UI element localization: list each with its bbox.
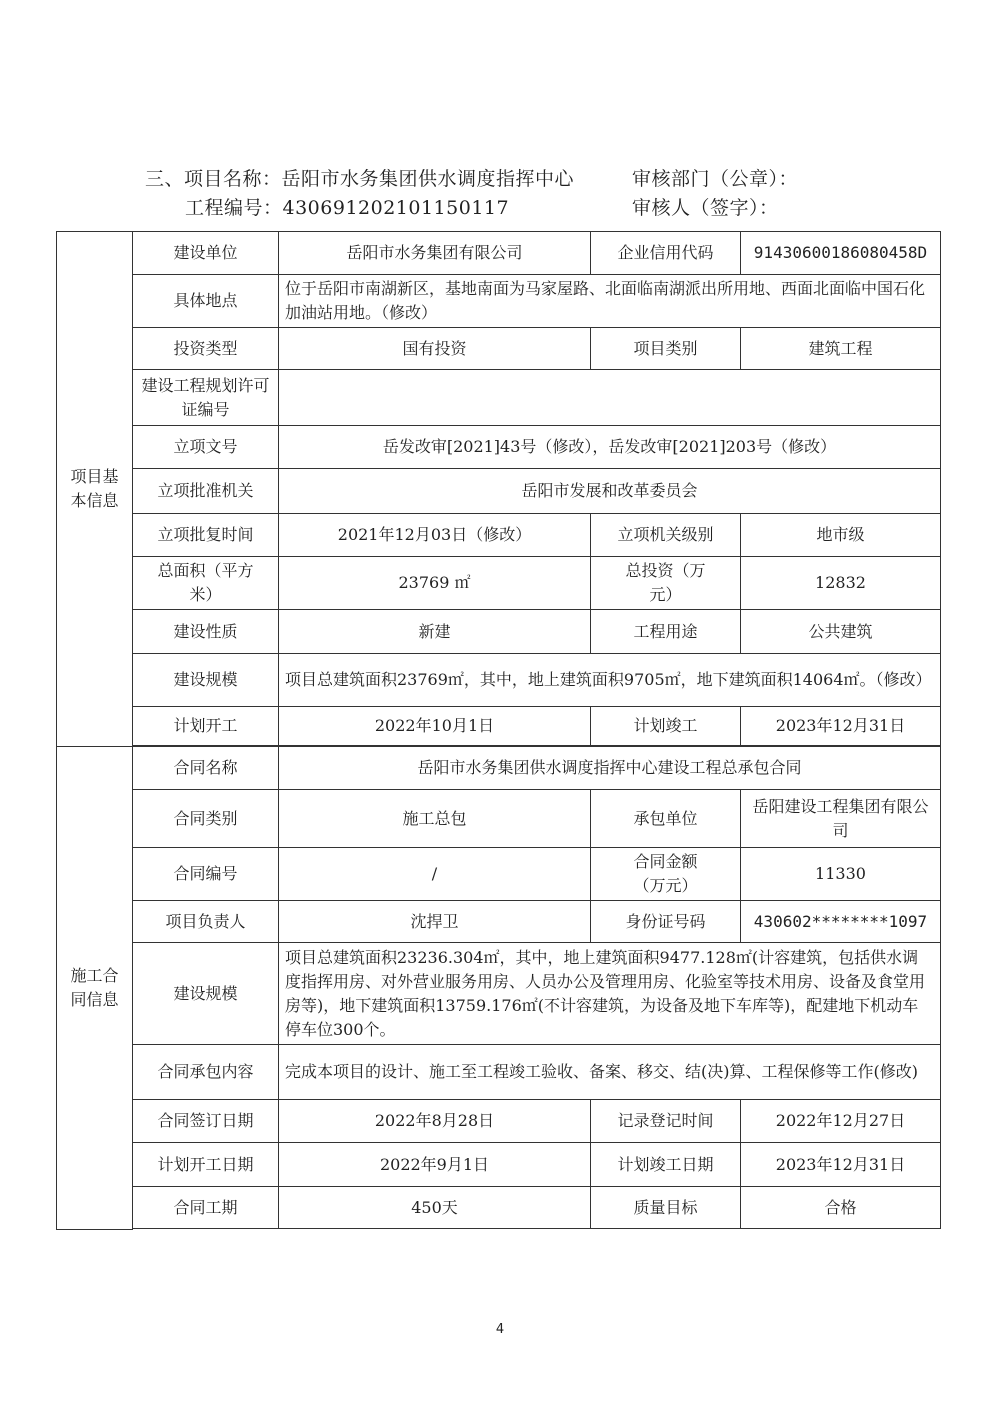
cell-value: 450天 (279, 1187, 591, 1229)
cell-value: 建筑工程 (741, 328, 941, 370)
table-row (57, 557, 941, 610)
cell-value: 新建 (279, 610, 591, 654)
cell-label: 计划开工 (133, 707, 279, 746)
cell-value: 岳阳市水务集团有限公司 (279, 232, 591, 275)
cell-label: 合同编号 (133, 848, 279, 901)
table-row (57, 943, 941, 1045)
cell-label: 承包单位 (591, 790, 741, 848)
table-row (57, 610, 941, 654)
cell-value: 2022年8月28日 (279, 1100, 591, 1143)
cell-value: 23769 ㎡ (279, 557, 591, 610)
table-row (57, 901, 941, 943)
project-code-line: 工程编号：430691202101150117 (185, 197, 510, 219)
cell-label: 建设规模 (133, 654, 279, 707)
cell-label: 计划竣工日期 (591, 1143, 741, 1187)
cell-label: 合同签订日期 (133, 1100, 279, 1143)
cell-label: 建设单位 (133, 232, 279, 275)
cell-value: 2021年12月03日（修改） (279, 514, 591, 557)
cell-label: 立项批准机关 (133, 469, 279, 514)
table-row (57, 848, 941, 901)
review-dept-label: 审核部门（公章）： (632, 168, 799, 190)
cell-value: 公共建筑 (741, 610, 941, 654)
cell-label: 投资类型 (133, 328, 279, 370)
cell-value: 岳阳市发展和改革委员会 (279, 469, 941, 514)
cell-label: 立项机关级别 (591, 514, 741, 557)
group-label-basic: 项目基本信息 (57, 232, 133, 747)
table-row (57, 469, 941, 514)
cell-value: 沈捍卫 (279, 901, 591, 943)
table-row (57, 1187, 941, 1229)
cell-label: 立项文号 (133, 426, 279, 469)
page-number: 4 (495, 1322, 505, 1337)
cell-label: 总投资（万元） (591, 557, 741, 610)
cell-value: 2022年9月1日 (279, 1143, 591, 1187)
table-row (57, 747, 941, 790)
cell-label: 具体地点 (133, 275, 279, 328)
cell-value: / (279, 848, 591, 901)
cell-value: 项目总建筑面积23769㎡，其中，地上建筑面积9705㎡，地下建筑面积14064㎡。（修改） (279, 654, 941, 707)
table-row (57, 426, 941, 469)
cell-label: 项目类别 (591, 328, 741, 370)
cell-label: 建设性质 (133, 610, 279, 654)
cell-value: 施工总包 (279, 790, 591, 848)
cell-value: 项目总建筑面积23236.304㎡，其中，地上建筑面积9477.128㎡(计容建筑，包括供水调度指挥用房、对外营业服务用房、人员办公及管理用房、化验室等技术用房、设备及食堂用房等)，地下建筑面积13759.176㎡(不计容建筑，为设备及地下车库等)，配建地下机动车停车位300个。 (279, 943, 941, 1045)
cell-label: 合同金额（万元） (591, 848, 741, 901)
cell-label: 合同名称 (133, 747, 279, 790)
cell-label: 建设规模 (133, 943, 279, 1045)
cell-label: 合同类别 (133, 790, 279, 848)
table-row (57, 328, 941, 370)
cell-label: 项目负责人 (133, 901, 279, 943)
cell-value: 合格 (741, 1187, 941, 1229)
cell-value: 国有投资 (279, 328, 591, 370)
table-row (57, 1100, 941, 1143)
cell-value (279, 370, 941, 426)
table-row (57, 707, 941, 746)
cell-label: 身份证号码 (591, 901, 741, 943)
cell-label: 记录登记时间 (591, 1100, 741, 1143)
cell-value: 岳阳市水务集团供水调度指挥中心建设工程总承包合同 (279, 747, 941, 790)
cell-label: 合同承包内容 (133, 1045, 279, 1100)
table-row (57, 514, 941, 557)
table-row (57, 654, 941, 707)
group-label-contract: 施工合同信息 (57, 747, 133, 1230)
cell-value: 430602********1097 (741, 901, 941, 943)
project-name-line: 三、项目名称：岳阳市水务集团供水调度指挥中心 (145, 168, 575, 190)
cell-label: 计划竣工 (591, 707, 741, 746)
cell-label: 计划开工日期 (133, 1143, 279, 1187)
cell-label: 立项批复时间 (133, 514, 279, 557)
cell-value: 2023年12月31日 (741, 707, 941, 746)
cell-value: 完成本项目的设计、施工至工程竣工验收、备案、移交、结(决)算、工程保修等工作(修改) (279, 1045, 941, 1100)
table-row (57, 790, 941, 848)
cell-value: 12832 (741, 557, 941, 610)
cell-label: 工程用途 (591, 610, 741, 654)
table-row (57, 1143, 941, 1187)
cell-value: 位于岳阳市南湖新区，基地南面为马家屋路、北面临南湖派出所用地、西面北面临中国石化加油站用地。（修改） (279, 275, 941, 328)
cell-value: 岳发改审[2021]43号（修改），岳发改审[2021]203号（修改） (279, 426, 941, 469)
cell-value: 2022年12月27日 (741, 1100, 941, 1143)
project-info-table (56, 231, 941, 1230)
cell-value: 2022年10月1日 (279, 707, 591, 746)
cell-value: 11330 (741, 848, 941, 901)
table-row (57, 370, 941, 426)
cell-label: 质量目标 (591, 1187, 741, 1229)
reviewer-label: 审核人（签字）： (632, 197, 779, 219)
cell-label: 合同工期 (133, 1187, 279, 1229)
table-row (57, 1045, 941, 1100)
table-row (57, 232, 941, 275)
cell-label: 建设工程规划许可证编号 (133, 370, 279, 426)
cell-value: 地市级 (741, 514, 941, 557)
cell-value: 岳阳建设工程集团有限公司 (741, 790, 941, 848)
table-row (57, 275, 941, 328)
cell-label: 企业信用代码 (591, 232, 741, 275)
cell-value: 2023年12月31日 (741, 1143, 941, 1187)
cell-value: 91430600186080458D (741, 232, 941, 275)
cell-label: 总面积（平方米） (133, 557, 279, 610)
